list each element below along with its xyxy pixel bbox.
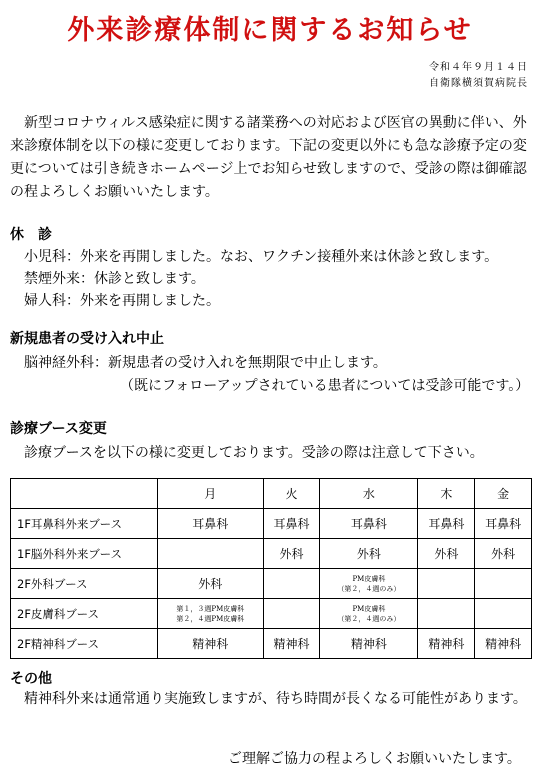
table-cell bbox=[418, 569, 475, 599]
table-row bbox=[11, 509, 532, 539]
new-patients-heading: 新規患者の受け入れ中止 bbox=[10, 331, 164, 347]
table-cell: 精神科 bbox=[263, 629, 320, 659]
row-label: 1F耳鼻科外来ブース bbox=[11, 509, 158, 539]
table-cell: 外科 bbox=[158, 569, 264, 599]
table-cell: 精神科 bbox=[475, 629, 532, 659]
table-row bbox=[11, 539, 532, 569]
table-row bbox=[11, 629, 532, 659]
table-cell: 第１，３週PM皮膚科 第２，４週PM皮膚科 bbox=[158, 599, 264, 629]
table-cell bbox=[158, 539, 264, 569]
table-cell: 耳鼻科 bbox=[158, 509, 264, 539]
page-title: 外来診療体制に関するお知らせ bbox=[67, 15, 473, 46]
issue-date: 令和４年９月１４日 bbox=[429, 62, 528, 73]
day-header: 金 bbox=[475, 479, 532, 509]
table-cell: 精神科 bbox=[158, 629, 264, 659]
row-label: 2F外科ブース bbox=[11, 569, 158, 599]
booth-heading: 診療ブース変更 bbox=[10, 421, 107, 437]
new-patients-note: （既にフォローアップされている患者については受診可能です。） bbox=[120, 378, 530, 394]
booth-text: 診療ブースを以下の様に変更しております。受診の際は注意して下さい。 bbox=[24, 445, 484, 461]
row-label: 2F精神科ブース bbox=[11, 629, 158, 659]
table-cell: 耳鼻科 bbox=[320, 509, 418, 539]
table-cell: 外科 bbox=[263, 539, 320, 569]
day-header: 月 bbox=[158, 479, 264, 509]
table-cell: 外科 bbox=[418, 539, 475, 569]
other-heading: その他 bbox=[10, 671, 52, 687]
closure-heading: 休 診 bbox=[10, 227, 52, 243]
closing-text: ご理解ご協力の程よろしくお願いいたします。 bbox=[228, 751, 521, 767]
table-cell: 精神科 bbox=[320, 629, 418, 659]
table-cell bbox=[475, 599, 532, 629]
row-label: 1F脳外科外来ブース bbox=[11, 539, 158, 569]
table-cell: 外科 bbox=[320, 539, 418, 569]
other-text: 精神科外来は通常通り実施致しますが、待ち時間が長くなる可能性があります。 bbox=[10, 691, 527, 707]
table-row bbox=[11, 569, 532, 599]
issue-info bbox=[429, 60, 528, 92]
table-cell: 耳鼻科 bbox=[263, 509, 320, 539]
table-corner-cell bbox=[11, 479, 158, 509]
intro-paragraph: 新型コロナウィルス感染症に関する諸業務への対応および医官の異動に伴い、外来診療体制を以下の様に変更しております。下記の変更以外にも急な診療予定の変更については引き続きホームページ上でお知らせ致しますので、受診の際は御確認の程よろしくお願いいたします。 bbox=[10, 115, 527, 200]
table-cell: 耳鼻科 bbox=[418, 509, 475, 539]
table-cell: 外科 bbox=[475, 539, 532, 569]
new-patients-line: 脳神経外科：新規患者の受け入れを無期限で中止します。 bbox=[24, 355, 387, 371]
table-cell bbox=[263, 569, 320, 599]
table-row bbox=[11, 599, 532, 629]
closure-item: 小児科：外来を再開しました。なお、ワクチン接種外来は休診と致します。 bbox=[24, 249, 499, 265]
table-cell: 精神科 bbox=[418, 629, 475, 659]
table-header-row bbox=[11, 479, 532, 509]
day-header: 水 bbox=[320, 479, 418, 509]
row-label: 2F皮膚科ブース bbox=[11, 599, 158, 629]
closure-item: 禁煙外来：休診と致します。 bbox=[24, 271, 205, 287]
booth-schedule-table bbox=[10, 478, 532, 659]
table-cell bbox=[475, 569, 532, 599]
table-cell: PM皮膚科 （第２，４週のみ） bbox=[320, 569, 418, 599]
table-cell bbox=[418, 599, 475, 629]
table-cell: PM皮膚科 （第２，４週のみ） bbox=[320, 599, 418, 629]
table-cell bbox=[263, 599, 320, 629]
issuer: 自衛隊横須賀病院長 bbox=[429, 78, 528, 89]
closure-item: 婦人科：外来を再開しました。 bbox=[24, 293, 220, 309]
table-cell: 耳鼻科 bbox=[475, 509, 532, 539]
day-header: 火 bbox=[263, 479, 320, 509]
day-header: 木 bbox=[418, 479, 475, 509]
